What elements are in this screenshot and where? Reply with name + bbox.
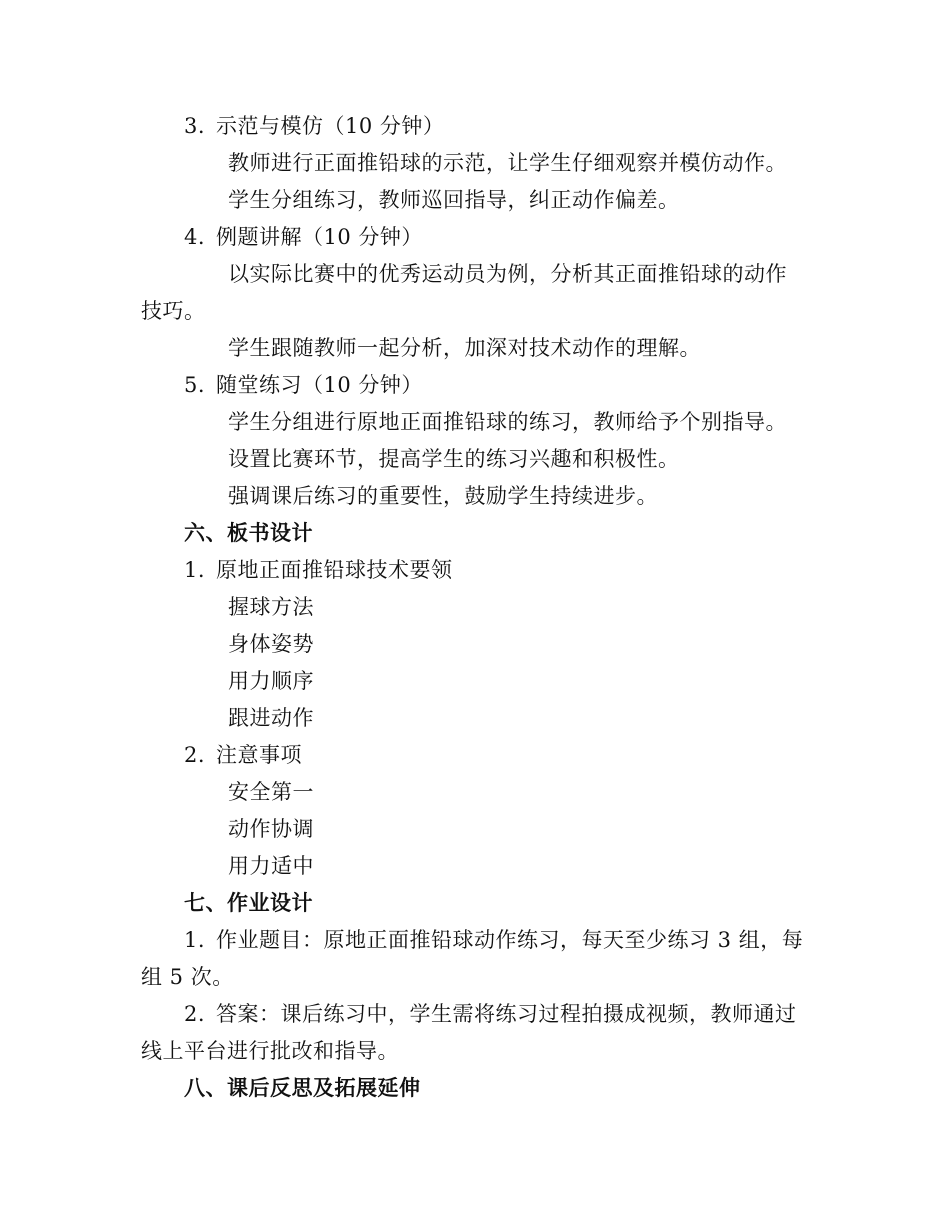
- paragraph-continuation: 技巧。: [141, 299, 206, 323]
- section-number: 5.: [184, 373, 206, 397]
- list-item: 用力顺序: [228, 669, 314, 693]
- section-number: 4.: [184, 225, 206, 249]
- section-4-heading: [184, 223, 423, 251]
- list-item: 安全第一: [228, 780, 314, 804]
- paragraph: 以实际比赛中的优秀运动员为例，分析其正面推铅球的动作: [228, 262, 787, 286]
- paragraph: 学生分组练习，教师巡回指导，纠正动作偏差。: [228, 188, 680, 212]
- list-item: 用力适中: [228, 854, 314, 878]
- paragraph: 教师进行正面推铅球的示范，让学生仔细观察并模仿动作。: [228, 151, 787, 175]
- item-title: 注意事项: [216, 743, 302, 767]
- homework-item-2: [184, 1000, 797, 1028]
- item-title: 原地正面推铅球技术要领: [216, 558, 453, 582]
- heading-homework-design: 七、作业设计: [184, 890, 313, 915]
- paragraph: 学生跟随教师一起分析，加深对技术动作的理解。: [228, 336, 701, 360]
- item-number: 2.: [184, 743, 206, 767]
- paragraph: 强调课后练习的重要性，鼓励学生持续进步。: [228, 484, 658, 508]
- list-item: 跟进动作: [228, 706, 314, 730]
- heading-blackboard-design: 六、板书设计: [184, 520, 313, 545]
- list-item: 握球方法: [228, 595, 314, 619]
- blackboard-item-1-heading: [184, 556, 453, 584]
- blackboard-item-2-heading: [184, 741, 302, 769]
- item-number: 1.: [184, 558, 206, 582]
- homework-item-1: [184, 926, 803, 954]
- section-number: 3.: [184, 114, 206, 138]
- section-title: 示范与模仿（10 分钟）: [216, 114, 445, 138]
- heading-reflection: 八、课后反思及拓展延伸: [184, 1075, 421, 1100]
- section-5-heading: [184, 371, 423, 399]
- list-item: 动作协调: [228, 817, 314, 841]
- item-text: 答案：课后练习中，学生需将练习过程拍摄成视频，教师通过: [216, 1002, 797, 1026]
- paragraph: 设置比赛环节，提高学生的练习兴趣和积极性。: [228, 447, 680, 471]
- list-item: 身体姿势: [228, 632, 314, 656]
- section-3-heading: [184, 112, 444, 140]
- item-text: 作业题目：原地正面推铅球动作练习，每天至少练习 3 组，每: [216, 928, 804, 952]
- homework-item-2-continuation: 线上平台进行批改和指导。: [141, 1039, 399, 1063]
- section-title: 例题讲解（10 分钟）: [216, 225, 423, 249]
- homework-item-1-continuation: 组 5 次。: [141, 965, 234, 989]
- item-number: 2.: [184, 1002, 206, 1026]
- item-number: 1.: [184, 928, 206, 952]
- section-title: 随堂练习（10 分钟）: [216, 373, 423, 397]
- paragraph: 学生分组进行原地正面推铅球的练习，教师给予个别指导。: [228, 410, 787, 434]
